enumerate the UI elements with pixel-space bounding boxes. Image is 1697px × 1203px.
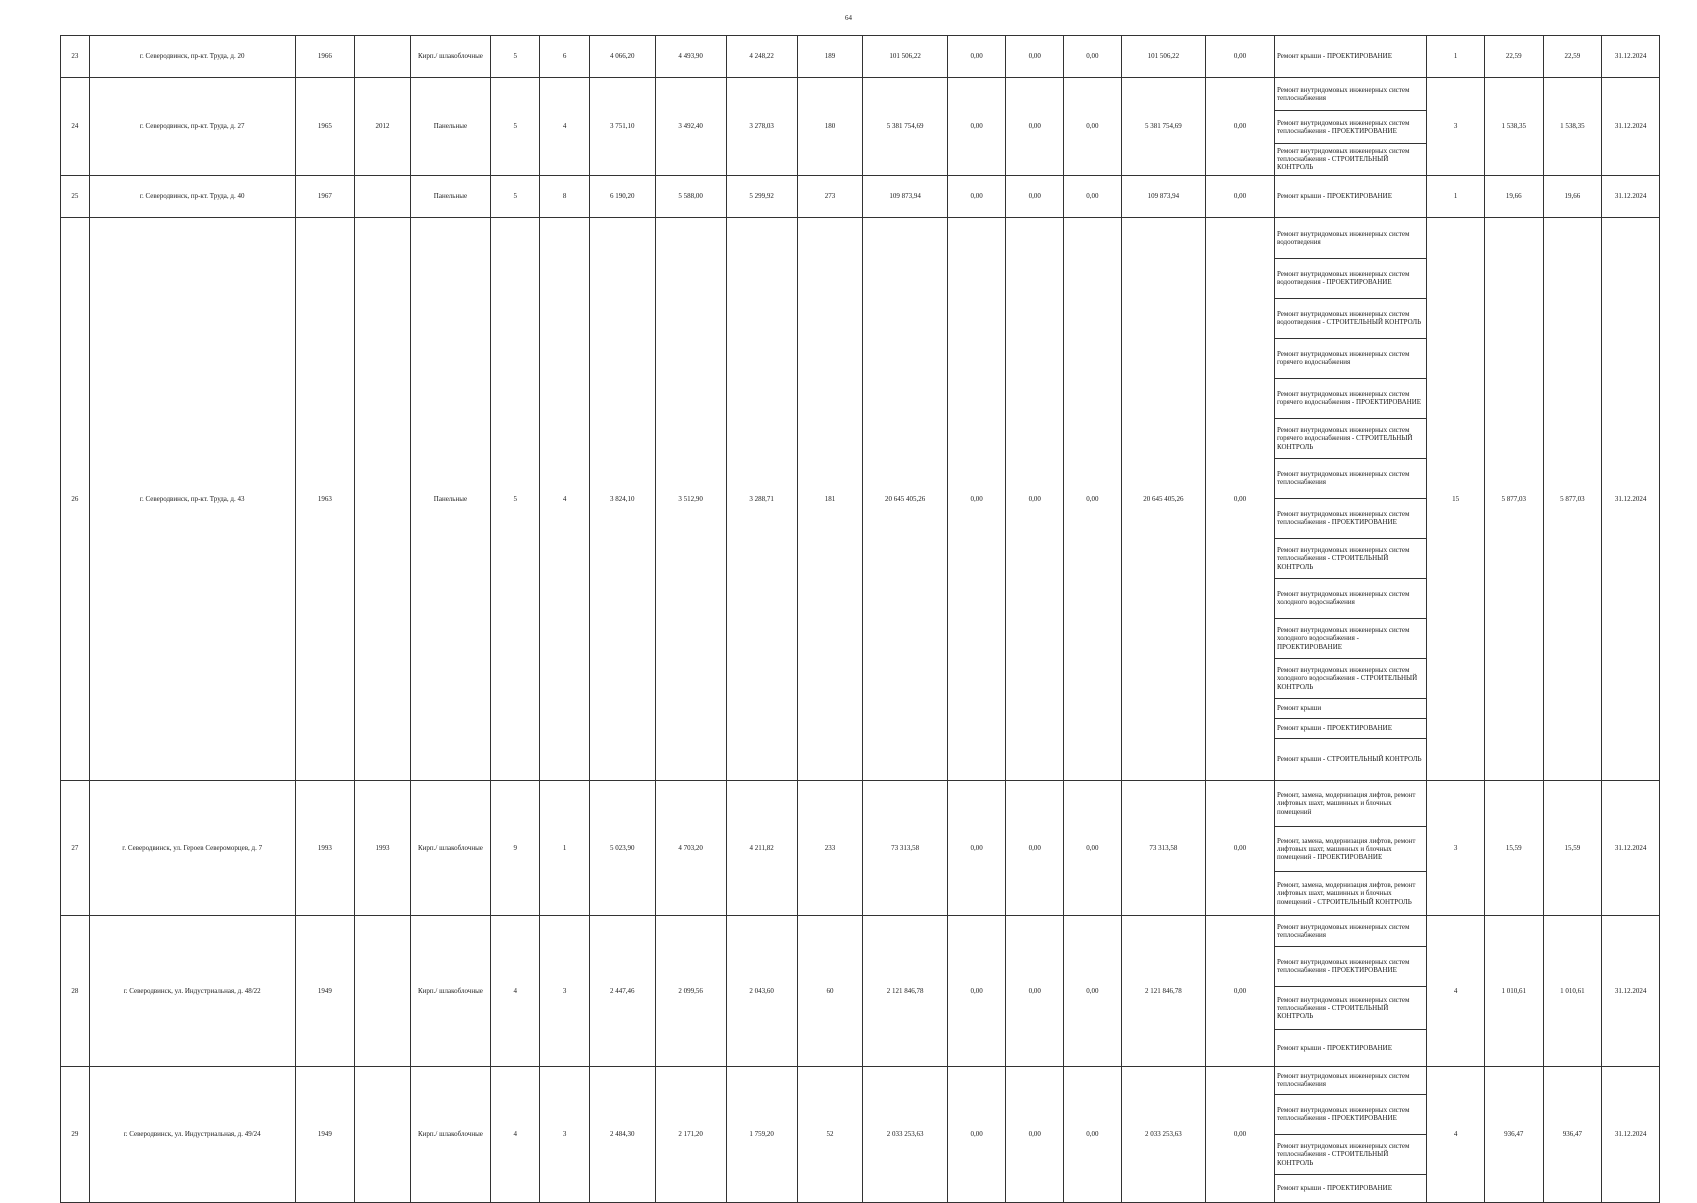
cell-no: 26 [61, 217, 90, 780]
cell-max-cost: 15,59 [1543, 780, 1602, 915]
cell-work-count: 1 [1427, 36, 1485, 78]
cell-cost-fund-2: 0,00 [1006, 78, 1064, 176]
cell-cost-fund-2: 0,00 [1006, 36, 1064, 78]
cell-floors: 9 [491, 780, 540, 915]
cell-max-cost: 22,59 [1543, 36, 1602, 78]
cell-floors: 5 [491, 217, 540, 780]
cell-unit-cost: 1 010,61 [1484, 915, 1543, 1066]
cell-area-residential: 3 288,71 [726, 217, 797, 780]
cell-work-count: 15 [1427, 217, 1485, 780]
cell-entrances: 3 [540, 915, 589, 1066]
work-item: Ремонт внутридомовых инженерных систем теплоснабжения - ПРОЕКТИРОВАНИЕ [1275, 946, 1426, 986]
cell-area-residential: 1 759,20 [726, 1066, 797, 1202]
cell-wall-material: Панельные [410, 217, 490, 780]
work-item: Ремонт внутридомовых инженерных систем теплоснабжения [1276, 922, 1410, 939]
cell-cost-fund-1: 0,00 [947, 1066, 1006, 1202]
cell-cost-fund-3: 0,00 [1064, 1066, 1122, 1202]
cell-wall-material: Кирп./ шлакоблочные [410, 915, 490, 1066]
overhaul-register-table [60, 35, 1660, 1203]
cell-deadline: 31.12.2024 [1602, 780, 1660, 915]
cell-entrances: 4 [540, 217, 589, 780]
work-item: Ремонт внутридомовых инженерных систем теплоснабжения - ПРОЕКТИРОВАНИЕ [1275, 1094, 1426, 1134]
work-item: Ремонт внутридомовых инженерных систем теплоснабжения - СТРОИТЕЛЬНЫЙ КОНТРОЛЬ [1275, 538, 1426, 578]
cell-max-cost: 5 877,03 [1543, 217, 1602, 780]
cell-unit-cost: 5 877,03 [1484, 217, 1543, 780]
table-row [61, 1066, 1660, 1202]
cell-cost-fund-5: 0,00 [1206, 1066, 1275, 1202]
cell-year-overhaul [355, 217, 411, 780]
cell-cost-fund-5: 0,00 [1206, 78, 1275, 176]
cell-area-premises: 2 099,56 [655, 915, 726, 1066]
cell-unit-cost: 22,59 [1484, 36, 1543, 78]
cell-cost-fund-2: 0,00 [1006, 780, 1064, 915]
cell-deadline: 31.12.2024 [1602, 915, 1660, 1066]
cell-wall-material: Кирп./ шлакоблочные [410, 1066, 490, 1202]
work-item: Ремонт крыши - ПРОЕКТИРОВАНИЕ [1276, 192, 1393, 201]
table-row [61, 175, 1660, 217]
cell-works [1274, 36, 1426, 78]
cell-address: г. Северодвинск, ул. Индустриальная, д. 49/24 [89, 1066, 295, 1202]
cell-year-overhaul [355, 915, 411, 1066]
cell-max-cost: 936,47 [1543, 1066, 1602, 1202]
cell-area-residential: 3 278,03 [726, 78, 797, 176]
cell-cost-fund-4: 5 381 754,69 [1121, 78, 1205, 176]
cell-cost-fund-5: 0,00 [1206, 217, 1275, 780]
cell-floors: 4 [491, 1066, 540, 1202]
table-row [61, 780, 1660, 915]
cell-cost-fund-5: 0,00 [1206, 915, 1275, 1066]
table-row [61, 915, 1660, 1066]
cell-no: 28 [61, 915, 90, 1066]
cell-residents: 189 [797, 36, 863, 78]
cell-cost-fund-3: 0,00 [1064, 36, 1122, 78]
cell-residents: 233 [797, 780, 863, 915]
cell-residents: 181 [797, 217, 863, 780]
cell-total-area: 2 447,46 [589, 915, 655, 1066]
cell-cost-fund-1: 0,00 [947, 78, 1006, 176]
cell-cost-fund-3: 0,00 [1064, 217, 1122, 780]
cell-address: г. Северодвинск, пр-кт. Труда, д. 27 [89, 78, 295, 176]
cell-residents: 273 [797, 175, 863, 217]
cell-total-area: 2 484,30 [589, 1066, 655, 1202]
cell-cost-fund-4: 2 033 253,63 [1121, 1066, 1205, 1202]
work-item: Ремонт, замена, модернизация лифтов, ремонт лифтовых шахт, машинных и блочных помещений - ПРОЕКТИРОВАНИЕ [1275, 826, 1426, 871]
cell-work-count: 3 [1427, 78, 1485, 176]
cell-cost-total: 2 121 846,78 [863, 915, 947, 1066]
work-item: Ремонт крыши [1275, 698, 1426, 718]
work-item: Ремонт внутридомовых инженерных систем теплоснабжения - СТРОИТЕЛЬНЫЙ КОНТРОЛЬ [1275, 1134, 1426, 1174]
cell-year-overhaul [355, 1066, 411, 1202]
cell-residents: 52 [797, 1066, 863, 1202]
work-item: Ремонт внутридомовых инженерных систем холодного водоснабжения [1275, 578, 1426, 618]
cell-area-premises: 3 512,90 [655, 217, 726, 780]
work-item: Ремонт внутридомовых инженерных систем водоотведения [1276, 229, 1410, 246]
cell-works [1274, 175, 1426, 217]
cell-year-built: 1963 [295, 217, 355, 780]
table-row [61, 78, 1660, 176]
cell-cost-fund-2: 0,00 [1006, 217, 1064, 780]
cell-residents: 60 [797, 915, 863, 1066]
cell-cost-total: 20 645 405,26 [863, 217, 947, 780]
work-item: Ремонт, замена, модернизация лифтов, ремонт лифтовых шахт, машинных и блочных помещений - СТРОИТЕЛЬНЫЙ КОНТРОЛЬ [1275, 871, 1426, 915]
cell-year-built: 1949 [295, 915, 355, 1066]
table-row [61, 36, 1660, 78]
cell-cost-total: 109 873,94 [863, 175, 947, 217]
cell-wall-material: Панельные [410, 175, 490, 217]
cell-no: 25 [61, 175, 90, 217]
cell-total-area: 3 751,10 [589, 78, 655, 176]
cell-cost-fund-1: 0,00 [947, 915, 1006, 1066]
cell-entrances: 8 [540, 175, 589, 217]
cell-total-area: 4 066,20 [589, 36, 655, 78]
page-number: 64 [845, 14, 852, 22]
cell-area-premises: 3 492,40 [655, 78, 726, 176]
cell-area-residential: 5 299,92 [726, 175, 797, 217]
cell-no: 27 [61, 780, 90, 915]
cell-work-count: 4 [1427, 915, 1485, 1066]
cell-cost-total: 5 381 754,69 [863, 78, 947, 176]
cell-year-built: 1966 [295, 36, 355, 78]
cell-wall-material: Панельные [410, 78, 490, 176]
cell-cost-fund-1: 0,00 [947, 780, 1006, 915]
cell-works [1274, 780, 1426, 915]
cell-cost-fund-1: 0,00 [947, 175, 1006, 217]
work-item: Ремонт внутридомовых инженерных систем водоотведения - ПРОЕКТИРОВАНИЕ [1275, 258, 1426, 298]
work-item: Ремонт внутридомовых инженерных систем горячего водоснабжения - ПРОЕКТИРОВАНИЕ [1275, 378, 1426, 418]
cell-no: 29 [61, 1066, 90, 1202]
work-item: Ремонт крыши - ПРОЕКТИРОВАНИЕ [1275, 1029, 1426, 1066]
cell-no: 23 [61, 36, 90, 78]
cell-cost-fund-1: 0,00 [947, 36, 1006, 78]
cell-cost-fund-4: 20 645 405,26 [1121, 217, 1205, 780]
cell-cost-total: 73 313,58 [863, 780, 947, 915]
work-item: Ремонт внутридомовых инженерных систем теплоснабжения - СТРОИТЕЛЬНЫЙ КОНТРОЛЬ [1275, 143, 1426, 175]
work-item: Ремонт, замена, модернизация лифтов, ремонт лифтовых шахт, машинных и блочных помещений [1276, 791, 1416, 816]
cell-total-area: 3 824,10 [589, 217, 655, 780]
cell-unit-cost: 1 538,35 [1484, 78, 1543, 176]
cell-wall-material: Кирп./ шлакоблочные [410, 780, 490, 915]
work-item: Ремонт внутридомовых инженерных систем теплоснабжения [1276, 1072, 1410, 1089]
cell-year-built: 1949 [295, 1066, 355, 1202]
work-item: Ремонт внутридомовых инженерных систем горячего водоснабжения - СТРОИТЕЛЬНЫЙ КОНТРОЛЬ [1275, 418, 1426, 458]
cell-max-cost: 1 010,61 [1543, 915, 1602, 1066]
cell-max-cost: 1 538,35 [1543, 78, 1602, 176]
cell-works [1274, 78, 1426, 176]
work-item: Ремонт крыши - ПРОЕКТИРОВАНИЕ [1275, 1174, 1426, 1202]
cell-deadline: 31.12.2024 [1602, 78, 1660, 176]
cell-wall-material: Кирп./ шлакоблочные [410, 36, 490, 78]
cell-cost-fund-5: 0,00 [1206, 36, 1275, 78]
cell-cost-fund-4: 2 121 846,78 [1121, 915, 1205, 1066]
cell-address: г. Северодвинск, ул. Героев Североморцев, д. 7 [89, 780, 295, 915]
cell-cost-fund-2: 0,00 [1006, 915, 1064, 1066]
cell-cost-fund-3: 0,00 [1064, 780, 1122, 915]
work-item: Ремонт крыши - СТРОИТЕЛЬНЫЙ КОНТРОЛЬ [1275, 738, 1426, 780]
cell-floors: 4 [491, 915, 540, 1066]
cell-area-residential: 2 043,60 [726, 915, 797, 1066]
cell-entrances: 1 [540, 780, 589, 915]
cell-address: г. Северодвинск, пр-кт. Труда, д. 43 [89, 217, 295, 780]
cell-cost-fund-3: 0,00 [1064, 915, 1122, 1066]
work-item: Ремонт крыши - ПРОЕКТИРОВАНИЕ [1275, 718, 1426, 738]
cell-entrances: 4 [540, 78, 589, 176]
cell-works [1274, 915, 1426, 1066]
cell-deadline: 31.12.2024 [1602, 175, 1660, 217]
cell-cost-fund-3: 0,00 [1064, 78, 1122, 176]
work-item: Ремонт внутридомовых инженерных систем теплоснабжения [1275, 458, 1426, 498]
work-item: Ремонт внутридомовых инженерных систем водоотведения - СТРОИТЕЛЬНЫЙ КОНТРОЛЬ [1275, 298, 1426, 338]
cell-cost-fund-4: 73 313,58 [1121, 780, 1205, 915]
cell-cost-fund-1: 0,00 [947, 217, 1006, 780]
cell-area-residential: 4 248,22 [726, 36, 797, 78]
cell-cost-fund-3: 0,00 [1064, 175, 1122, 217]
work-item: Ремонт внутридомовых инженерных систем теплоснабжения [1276, 86, 1410, 103]
work-item: Ремонт внутридомовых инженерных систем холодного водоснабжения - СТРОИТЕЛЬНЫЙ КОНТРОЛЬ [1275, 658, 1426, 698]
cell-area-residential: 4 211,82 [726, 780, 797, 915]
cell-entrances: 6 [540, 36, 589, 78]
cell-cost-fund-4: 101 506,22 [1121, 36, 1205, 78]
cell-entrances: 3 [540, 1066, 589, 1202]
cell-area-premises: 4 493,90 [655, 36, 726, 78]
cell-cost-fund-2: 0,00 [1006, 1066, 1064, 1202]
cell-cost-total: 101 506,22 [863, 36, 947, 78]
cell-cost-fund-2: 0,00 [1006, 175, 1064, 217]
cell-floors: 5 [491, 78, 540, 176]
cell-max-cost: 19,66 [1543, 175, 1602, 217]
work-item: Ремонт внутридомовых инженерных систем холодного водоснабжения - ПРОЕКТИРОВАНИЕ [1275, 618, 1426, 658]
cell-unit-cost: 15,59 [1484, 780, 1543, 915]
cell-year-overhaul: 1993 [355, 780, 411, 915]
cell-floors: 5 [491, 36, 540, 78]
cell-address: г. Северодвинск, ул. Индустриальная, д. 48/22 [89, 915, 295, 1066]
cell-deadline: 31.12.2024 [1602, 217, 1660, 780]
cell-year-overhaul: 2012 [355, 78, 411, 176]
work-item: Ремонт внутридомовых инженерных систем теплоснабжения - ПРОЕКТИРОВАНИЕ [1275, 110, 1426, 142]
cell-cost-fund-4: 109 873,94 [1121, 175, 1205, 217]
cell-deadline: 31.12.2024 [1602, 1066, 1660, 1202]
cell-works [1274, 1066, 1426, 1202]
cell-works [1274, 217, 1426, 780]
cell-work-count: 1 [1427, 175, 1485, 217]
work-item: Ремонт крыши - ПРОЕКТИРОВАНИЕ [1276, 52, 1393, 61]
cell-year-built: 1965 [295, 78, 355, 176]
work-item: Ремонт внутридомовых инженерных систем теплоснабжения - ПРОЕКТИРОВАНИЕ [1275, 498, 1426, 538]
cell-no: 24 [61, 78, 90, 176]
cell-address: г. Северодвинск, пр-кт. Труда, д. 40 [89, 175, 295, 217]
cell-deadline: 31.12.2024 [1602, 36, 1660, 78]
cell-area-premises: 4 703,20 [655, 780, 726, 915]
work-item: Ремонт внутридомовых инженерных систем теплоснабжения - СТРОИТЕЛЬНЫЙ КОНТРОЛЬ [1275, 986, 1426, 1029]
cell-cost-fund-5: 0,00 [1206, 780, 1275, 915]
table-row [61, 217, 1660, 780]
cell-year-overhaul [355, 175, 411, 217]
cell-address: г. Северодвинск, пр-кт. Труда, д. 20 [89, 36, 295, 78]
cell-area-premises: 5 588,00 [655, 175, 726, 217]
cell-total-area: 6 190,20 [589, 175, 655, 217]
cell-residents: 180 [797, 78, 863, 176]
work-item: Ремонт внутридомовых инженерных систем горячего водоснабжения [1275, 338, 1426, 378]
cell-year-overhaul [355, 36, 411, 78]
cell-year-built: 1993 [295, 780, 355, 915]
cell-work-count: 4 [1427, 1066, 1485, 1202]
cell-cost-fund-5: 0,00 [1206, 175, 1275, 217]
cell-year-built: 1967 [295, 175, 355, 217]
cell-floors: 5 [491, 175, 540, 217]
cell-unit-cost: 936,47 [1484, 1066, 1543, 1202]
cell-work-count: 3 [1427, 780, 1485, 915]
cell-cost-total: 2 033 253,63 [863, 1066, 947, 1202]
cell-unit-cost: 19,66 [1484, 175, 1543, 217]
cell-total-area: 5 023,90 [589, 780, 655, 915]
cell-area-premises: 2 171,20 [655, 1066, 726, 1202]
